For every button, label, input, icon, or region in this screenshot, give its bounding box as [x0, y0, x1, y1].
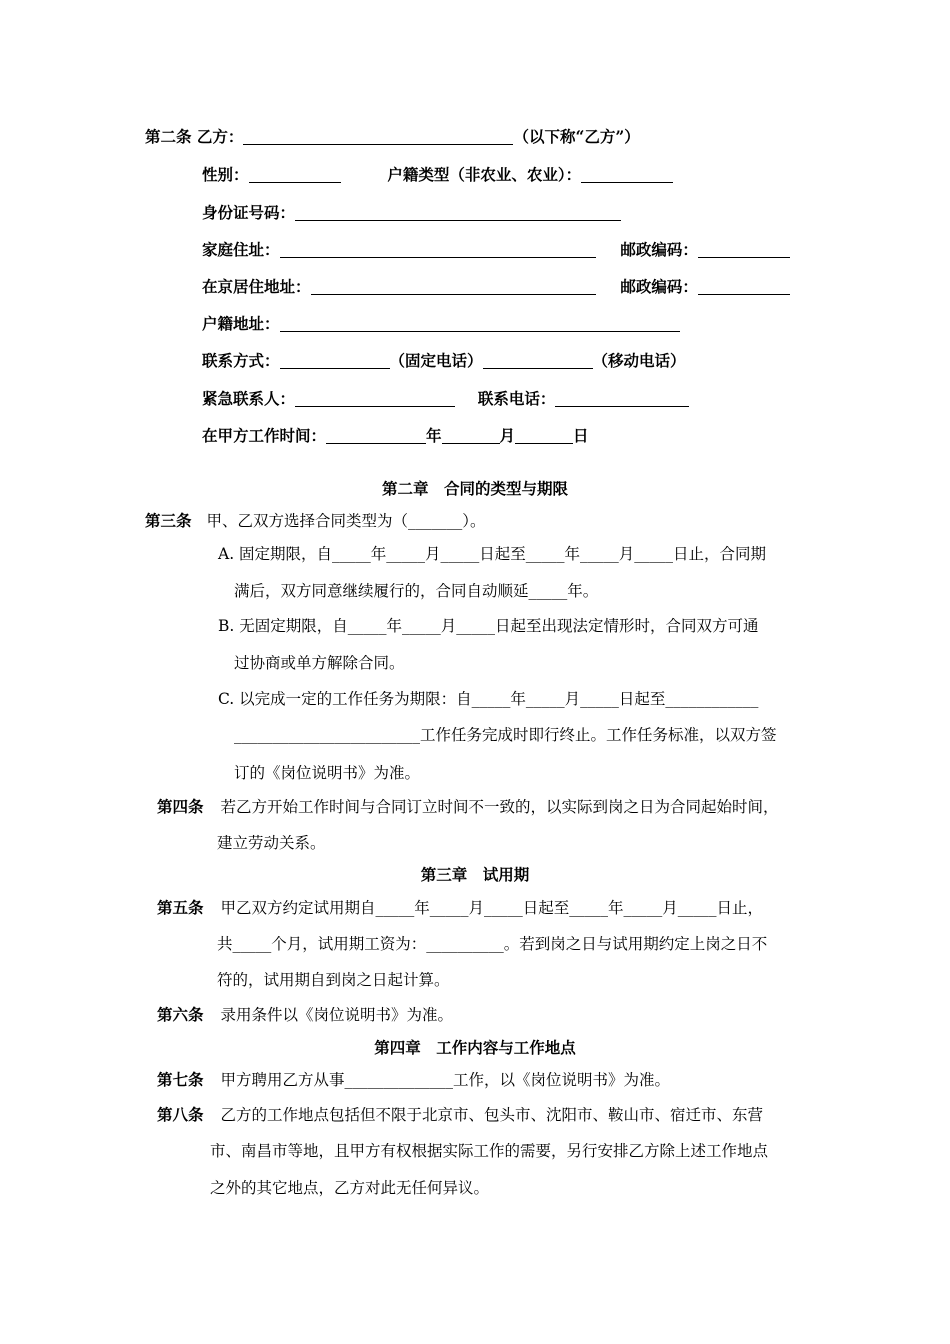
party-b-label: 乙方： — [196, 127, 244, 146]
article8-heading: 第八条 — [157, 1105, 204, 1124]
article5-line1-row — [157, 897, 763, 919]
option-b-line2: 过协商或单方解除合同。 — [234, 654, 405, 672]
beijing-address-label: 在京居住地址： — [202, 277, 311, 296]
article6-heading: 第六条 — [157, 1005, 204, 1024]
id-label: 身份证号码： — [202, 203, 296, 222]
option-c-line2: ________________________工作任务完成时即行终止。工作任务标准，以双方签 — [234, 726, 777, 744]
article4-line2: 建立劳动关系。 — [217, 834, 326, 852]
chapter4-title: 第四章 工作内容与工作地点 — [374, 1038, 576, 1057]
article3-heading: 第三条 — [145, 511, 192, 530]
emergency-contact-label: 紧急联系人： — [202, 389, 296, 408]
article4-line1: 若乙方开始工作时间与合同订立时间不一致的，以实际到岗之日为合同起始时间， — [220, 798, 779, 816]
emergency-contact-field[interactable] — [295, 390, 455, 407]
article4-heading: 第四条 — [157, 797, 204, 816]
chapter2-title: 第二章 合同的类型与期限 — [381, 479, 568, 498]
article6-row — [157, 1004, 453, 1026]
home-address-label: 家庭住址： — [202, 240, 280, 259]
article7-line1: 甲方聘用乙方从事______________工作，以《岗位说明书》为准。 — [220, 1071, 670, 1089]
chapter3-title: 第三章 试用期 — [420, 865, 530, 884]
gender-label: 性别： — [202, 165, 249, 184]
worktime-label: 在甲方工作时间： — [202, 426, 327, 445]
article4-line1-row — [157, 796, 778, 818]
id-line — [202, 202, 621, 224]
option-c-line3: 订的《岗位说明书》为准。 — [234, 764, 421, 782]
gender-field[interactable] — [249, 166, 341, 183]
article2-heading: 第二条 — [145, 127, 192, 146]
option-a-line2: 满后，双方同意继续履行的，合同自动顺延_____年。 — [234, 582, 599, 600]
fixed-phone-label: （固定电话） — [389, 351, 483, 370]
article3-intro-line — [145, 510, 485, 532]
hukou-address-field[interactable] — [280, 315, 680, 332]
article8-line2: 市、南昌市等地，且甲方有权根据实际工作的需要，另行安排乙方除上述工作地点 — [210, 1142, 769, 1160]
article6-line1: 录用条件以《岗位说明书》为准。 — [220, 1006, 453, 1024]
id-number-field[interactable] — [295, 204, 621, 221]
article7-heading: 第七条 — [157, 1070, 204, 1089]
home-postcode-field[interactable] — [698, 241, 790, 258]
option-c-line1: C. 以完成一定的工作任务为期限：自_____年_____月_____日起至____________ — [218, 690, 759, 708]
worktime-year-field[interactable] — [326, 427, 426, 444]
mobile-phone-field[interactable] — [483, 352, 593, 369]
beijing-postcode-field[interactable] — [698, 278, 790, 295]
fixed-phone-field[interactable] — [280, 352, 390, 369]
article7-row — [157, 1069, 670, 1091]
home-address-line — [202, 239, 790, 261]
gender-line — [202, 164, 673, 186]
article8-line3: 之外的其它地点，乙方对此无任何异议。 — [210, 1179, 490, 1197]
worktime-month-field[interactable] — [442, 427, 500, 444]
article8-line1: 乙方的工作地点包括但不限于北京市、包头市、沈阳市、鞍山市、宿迁市、东营 — [220, 1106, 763, 1124]
article5-heading: 第五条 — [157, 898, 204, 917]
month-label: 月 — [499, 426, 516, 445]
worktime-line — [202, 425, 589, 447]
article8-line1-row — [157, 1104, 763, 1126]
day-label: 日 — [573, 426, 589, 445]
party-b-name-field[interactable] — [243, 128, 513, 145]
beijing-address-line — [202, 276, 790, 298]
home-address-field[interactable] — [280, 241, 596, 258]
hukou-type-field[interactable] — [581, 166, 673, 183]
mobile-phone-label: （移动电话） — [592, 351, 686, 370]
article5-line3: 符的，试用期自到岗之日起计算。 — [217, 971, 450, 989]
hukou-type-label: 户籍类型（非农业、农业）： — [387, 165, 582, 184]
article5-line1: 甲乙双方约定试用期自_____年_____月_____日起至_____年_____月_____日止， — [220, 899, 763, 917]
home-postcode-label: 邮政编码： — [620, 240, 698, 259]
hukou-address-line — [202, 313, 680, 335]
beijing-postcode-label: 邮政编码： — [620, 277, 698, 296]
option-a-line1: A. 固定期限，自_____年_____月_____日起至_____年_____月_____日止，合同期 — [218, 545, 767, 563]
emergency-line — [202, 388, 689, 410]
party-b-suffix: （以下称“乙方”） — [513, 127, 640, 146]
emergency-phone-label: 联系电话： — [477, 389, 556, 408]
hukou-address-label: 户籍地址： — [202, 314, 280, 333]
article5-line2: 共_____个月，试用期工资为：__________。若到岗之日与试用期约定上岗之日不 — [217, 935, 768, 953]
contact-label: 联系方式： — [202, 351, 280, 370]
emergency-phone-field[interactable] — [555, 390, 689, 407]
beijing-address-field[interactable] — [311, 278, 596, 295]
option-b-line1: B. 无固定期限，自_____年_____月_____日起至出现法定情形时，合同双方可通 — [218, 617, 759, 635]
worktime-day-field[interactable] — [515, 427, 573, 444]
article3-intro: 甲、乙双方选择合同类型为（_______）。 — [206, 512, 486, 530]
article2-party-line — [145, 126, 640, 148]
year-label: 年 — [426, 426, 442, 445]
contact-line — [202, 350, 686, 372]
